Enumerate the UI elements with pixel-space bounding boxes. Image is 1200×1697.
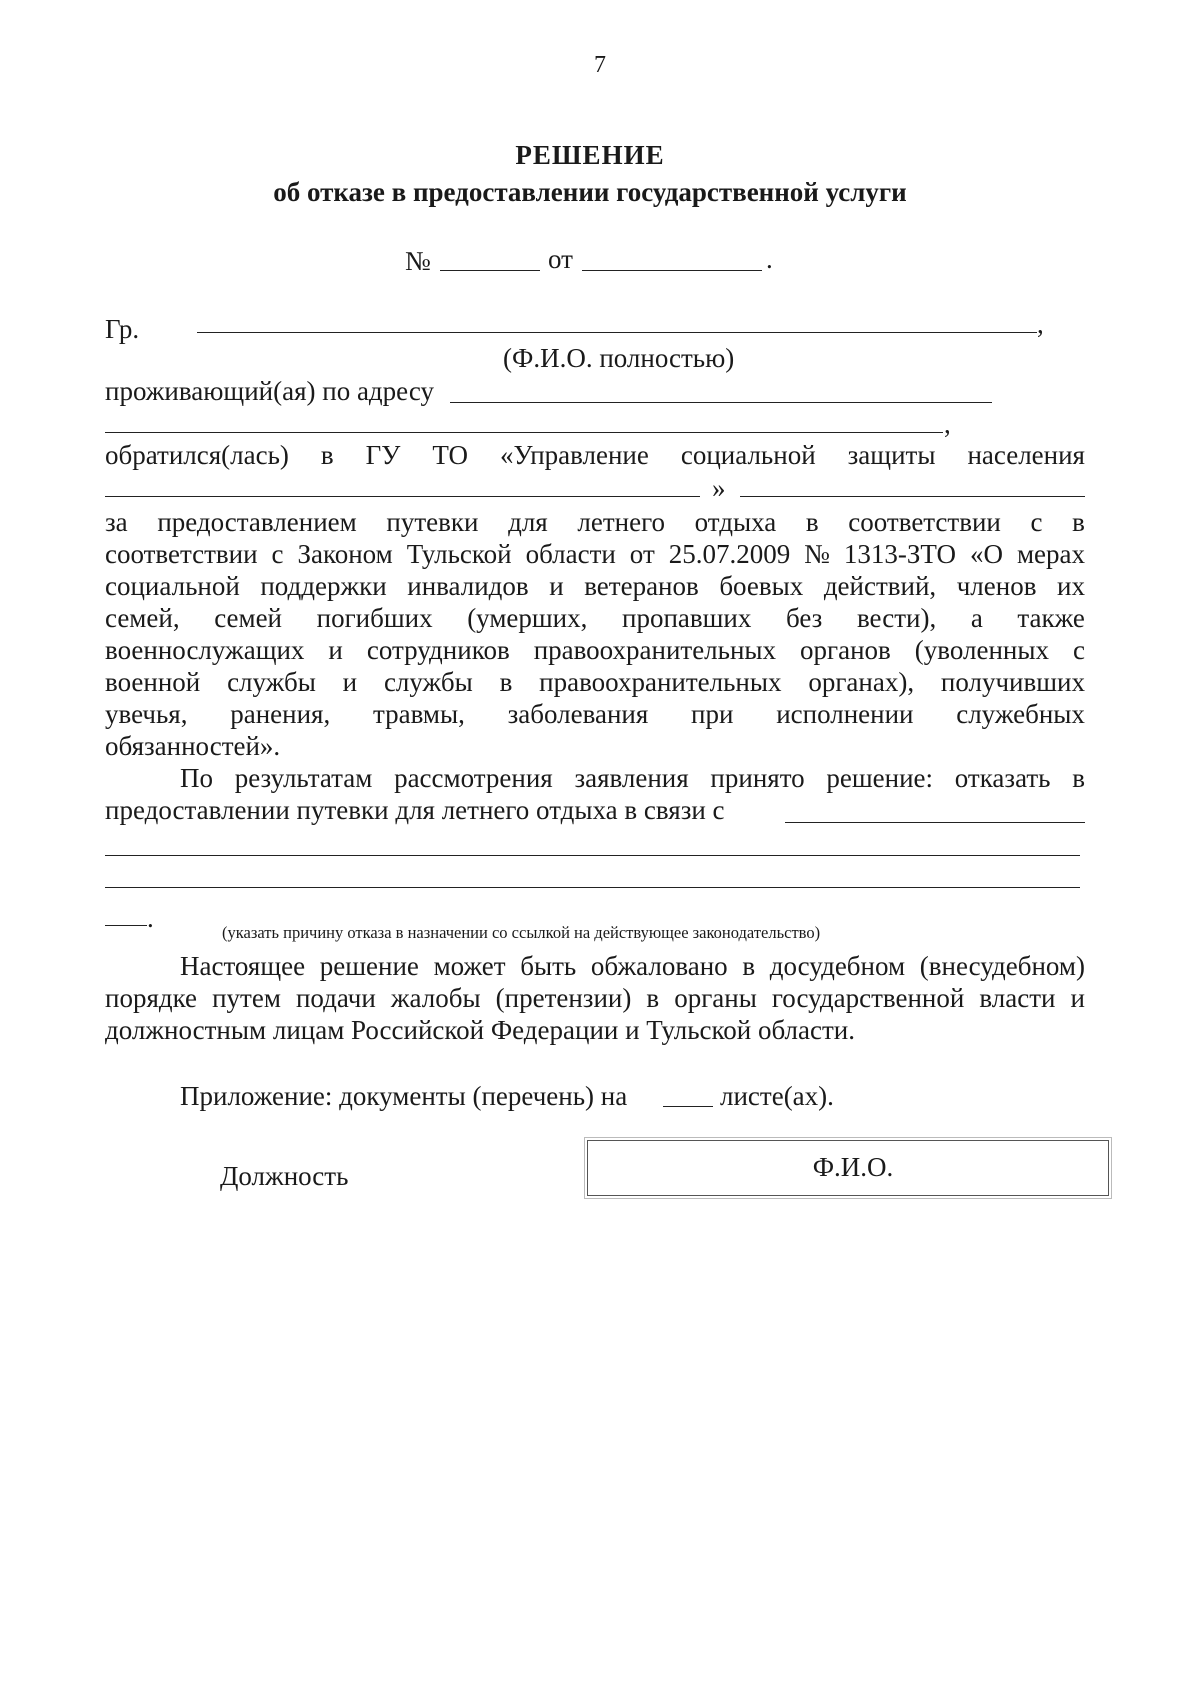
word: в bbox=[742, 951, 756, 981]
applied-word: ТО bbox=[432, 440, 468, 470]
word: социальной bbox=[105, 571, 240, 601]
quote-close: » bbox=[712, 473, 726, 503]
word: отдыха bbox=[694, 507, 777, 537]
word: (претензии) bbox=[495, 983, 632, 1013]
word: соответствии bbox=[848, 507, 1001, 537]
applied-word: населения bbox=[967, 440, 1085, 470]
word: в bbox=[1072, 763, 1085, 793]
word: поддержки bbox=[260, 571, 387, 601]
word: жалобы bbox=[390, 983, 481, 1013]
word: получивших bbox=[940, 667, 1085, 697]
word: погибших bbox=[316, 603, 433, 633]
applied-word: «Управление bbox=[499, 440, 649, 470]
word: вести), bbox=[856, 603, 937, 633]
word: принято bbox=[710, 763, 805, 793]
word: Тульской bbox=[406, 539, 512, 569]
word: без bbox=[785, 603, 823, 633]
body-line bbox=[105, 506, 1085, 538]
word: действий, bbox=[823, 571, 937, 601]
appeal-line-2 bbox=[105, 982, 1085, 1014]
word: в bbox=[499, 667, 513, 697]
word: решение bbox=[319, 951, 419, 981]
address-comma: , bbox=[944, 409, 951, 439]
word: и bbox=[549, 571, 564, 601]
word: соответствии bbox=[105, 539, 258, 569]
attachment-suffix: листе(ах). bbox=[720, 1081, 834, 1111]
word: мерах bbox=[1016, 539, 1085, 569]
word: власти bbox=[979, 983, 1056, 1013]
word: за bbox=[105, 507, 128, 537]
word: сотрудников bbox=[366, 635, 510, 665]
signature-name: Ф.И.О. bbox=[812, 1152, 894, 1182]
word: правоохранительных bbox=[533, 635, 777, 665]
word: с bbox=[1072, 635, 1085, 665]
word: летнего bbox=[577, 507, 665, 537]
word: (внесудебном) bbox=[919, 951, 1085, 981]
department-name-field[interactable] bbox=[105, 496, 700, 497]
word: военной bbox=[105, 667, 201, 697]
reason-field-4[interactable] bbox=[105, 925, 147, 926]
document-title: РЕШЕНИЕ bbox=[515, 140, 665, 170]
number-line-period: . bbox=[766, 244, 773, 274]
body-line bbox=[105, 666, 1085, 698]
word: служебных bbox=[956, 699, 1085, 729]
word: органов bbox=[800, 635, 891, 665]
word: Законом bbox=[297, 539, 393, 569]
applied-line bbox=[105, 439, 1085, 471]
address-field-1[interactable] bbox=[450, 402, 992, 403]
word: в bbox=[646, 983, 660, 1013]
word: предоставлением bbox=[157, 507, 357, 537]
word: органы bbox=[674, 983, 757, 1013]
applied-word: ГУ bbox=[365, 440, 401, 470]
word: (уволенных bbox=[914, 635, 1049, 665]
signature-name-box bbox=[587, 1140, 1109, 1196]
citizen-label: Гр. bbox=[105, 314, 140, 344]
word: решение: bbox=[826, 763, 934, 793]
word: семей, bbox=[105, 603, 180, 633]
word: заявления bbox=[574, 763, 689, 793]
applied-word: социальной bbox=[680, 440, 816, 470]
address-label: проживающий(ая) по адресу bbox=[105, 376, 434, 406]
reason-field-1[interactable] bbox=[785, 822, 1085, 823]
word: заболевания bbox=[507, 699, 649, 729]
word: с bbox=[1030, 507, 1043, 537]
number-field[interactable] bbox=[440, 270, 540, 271]
word: Настоящее bbox=[180, 951, 306, 981]
word: с bbox=[271, 539, 284, 569]
citizen-comma: , bbox=[1037, 309, 1044, 339]
word: может bbox=[433, 951, 506, 981]
date-from-label: от bbox=[548, 244, 573, 274]
body-line bbox=[105, 538, 1085, 570]
word: области bbox=[525, 539, 616, 569]
word: органах), bbox=[808, 667, 915, 697]
address-field-2[interactable] bbox=[105, 432, 943, 433]
department-extra-field[interactable] bbox=[740, 496, 1085, 497]
word: и bbox=[328, 635, 343, 665]
applied-word: защиты bbox=[847, 440, 936, 470]
signature-position: Должность bbox=[220, 1161, 349, 1191]
date-field[interactable] bbox=[582, 270, 762, 271]
appeal-line-3: должностным лицам Российской Федерации и Тульской области. bbox=[105, 1015, 855, 1045]
word: «О bbox=[969, 539, 1003, 569]
word: военнослужащих bbox=[105, 635, 305, 665]
word: для bbox=[508, 507, 548, 537]
citizen-name-caption: (Ф.И.О. полностью) bbox=[503, 343, 735, 373]
body-line bbox=[105, 634, 1085, 666]
word: при bbox=[691, 699, 734, 729]
applied-word: обратился(лась) bbox=[105, 440, 289, 470]
attachment-prefix: Приложение: документы (перечень) на bbox=[180, 1081, 628, 1111]
word: боевых bbox=[719, 571, 804, 601]
appeal-line-1 bbox=[180, 950, 1085, 982]
word: от bbox=[629, 539, 655, 569]
body-line bbox=[105, 602, 1085, 634]
word: путевки bbox=[386, 507, 479, 537]
reason-end-period: . bbox=[147, 903, 154, 933]
body-line bbox=[105, 570, 1085, 602]
word: правоохранительных bbox=[539, 667, 782, 697]
word: порядке bbox=[105, 983, 198, 1013]
number-sign: № bbox=[405, 246, 431, 276]
attachment-pages-field[interactable] bbox=[663, 1106, 713, 1107]
word: службы bbox=[383, 667, 473, 697]
word: рассмотрения bbox=[394, 763, 553, 793]
word: инвалидов bbox=[407, 571, 529, 601]
decision-line-2: предоставлении путевки для летнего отдыха в связи с bbox=[105, 795, 725, 825]
word: членов bbox=[956, 571, 1037, 601]
word: травмы, bbox=[372, 699, 465, 729]
word: подачи bbox=[295, 983, 376, 1013]
word: ветеранов bbox=[584, 571, 699, 601]
word: службы bbox=[227, 667, 316, 697]
word: исполнении bbox=[776, 699, 914, 729]
word: в bbox=[805, 507, 819, 537]
word: 25.07.2009 bbox=[668, 539, 791, 569]
word: быть bbox=[520, 951, 577, 981]
word: государственной bbox=[771, 983, 965, 1013]
word: увечья, bbox=[105, 699, 188, 729]
body-last-line: обязанностей». bbox=[105, 731, 281, 761]
reason-caption: (указать причину отказа в назначении со ссылкой на действующее законодательство) bbox=[222, 923, 821, 942]
word: и bbox=[1070, 983, 1085, 1013]
word: путем bbox=[212, 983, 281, 1013]
word: досудебном bbox=[769, 951, 906, 981]
word: ранения, bbox=[230, 699, 331, 729]
word: а bbox=[970, 603, 983, 633]
word: № bbox=[804, 539, 830, 569]
word: отказать bbox=[954, 763, 1051, 793]
applied-word: в bbox=[320, 440, 334, 470]
word: По bbox=[180, 763, 213, 793]
page-number: 7 bbox=[594, 52, 606, 78]
word: семей bbox=[214, 603, 283, 633]
body-line bbox=[105, 698, 1085, 730]
word: пропавших bbox=[622, 603, 752, 633]
word: в bbox=[1072, 507, 1085, 537]
word: 1313-ЗТО bbox=[843, 539, 957, 569]
reason-field-2[interactable] bbox=[105, 855, 1080, 856]
word: (умерших, bbox=[467, 603, 588, 633]
word: обжаловано bbox=[590, 951, 728, 981]
document-subtitle: об отказе в предоставлении государственной услуги bbox=[273, 177, 907, 207]
word: и bbox=[342, 667, 358, 697]
reason-field-3[interactable] bbox=[105, 887, 1080, 888]
decision-line-1 bbox=[180, 762, 1085, 794]
word: результатам bbox=[234, 763, 373, 793]
citizen-name-field[interactable] bbox=[197, 332, 1037, 333]
word: также bbox=[1017, 603, 1085, 633]
word: их bbox=[1057, 571, 1085, 601]
